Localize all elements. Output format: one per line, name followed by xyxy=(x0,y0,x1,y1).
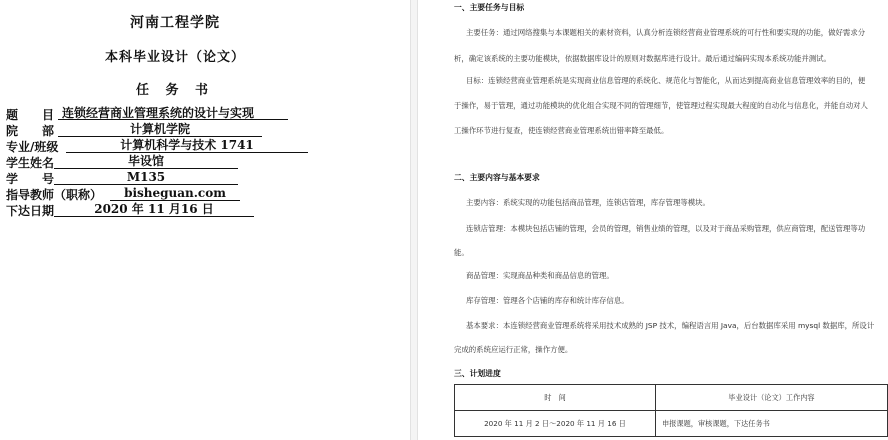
school-name: 河南工程学院 xyxy=(130,15,220,31)
paragraph-line: 完成的系统应运行正常，操作方便。 xyxy=(454,345,573,354)
document-subtitle: 本科毕业设计（论文） xyxy=(104,50,245,65)
cover-page xyxy=(0,0,410,440)
field-value: 2020 年 11 月16 日 xyxy=(54,202,254,217)
paragraph-line: 连锁店管理：本模块包括店铺的管理，会员的管理，销售业绩的管理，以及对于商品采购管理，供应商管理，配送管理等功 xyxy=(466,224,866,233)
page-divider xyxy=(410,0,418,440)
field-label: 院 部 xyxy=(6,124,55,138)
table-cell-work: 申报课题，审核课题，下达任务书 xyxy=(656,411,888,437)
table-header-time: 时 间 xyxy=(455,385,656,411)
paragraph-line: 基本要求：本连锁经营商业管理系统将采用技术成熟的 JSP 技术，编程语言用 Java，后台数据库采用 mysql 数据库，所设计 xyxy=(466,321,875,330)
field-label: 指导教师（职称） xyxy=(6,188,103,202)
paragraph-line: 于操作，易于管理，通过功能模块的优化组合实现不同的管理细节，使管理过程实现最大程度的自动化与信息化，并能自动对人 xyxy=(454,101,868,110)
paragraph-line: 能。 xyxy=(454,248,469,257)
field-label: 学 号 xyxy=(6,172,55,186)
paragraph-line: 目标：连锁经营商业管理系统是实现商业信息管理的系统化、规范化与智能化，从而达到提高商业信息管理效率的目的，便 xyxy=(466,76,866,85)
field-value: M135 xyxy=(54,170,238,185)
schedule-table xyxy=(454,384,888,437)
section-heading-tasks: 一、主要任务与目标 xyxy=(454,3,525,12)
section-heading-schedule: 三、计划进度 xyxy=(454,369,501,378)
section-heading-content: 二、主要内容与基本要求 xyxy=(454,173,540,182)
table-header-work: 毕业设计（论文）工作内容 xyxy=(656,385,888,411)
paragraph-line: 主要任务：通过网络搜集与本课题相关的素材资料，认真分析连锁经营商业管理系统的可行性和要实现的功能，做好需求分 xyxy=(466,28,866,37)
paragraph-line: 工操作环节进行复查，使连锁经营商业管理系统出错率降至最低。 xyxy=(454,126,669,135)
field-value: 连锁经营商业管理系统的设计与实现 xyxy=(58,106,288,120)
field-value: 计算机学院 xyxy=(58,122,262,137)
field-value: bisheguan.com xyxy=(110,186,240,201)
field-value: 毕设馆 xyxy=(54,154,238,169)
field-label: 专业/班级 xyxy=(6,140,59,154)
task-content-page xyxy=(418,0,888,440)
table-cell-time: 2020 年 11 月 2 日～2020 年 11 月 16 日 xyxy=(455,411,656,437)
paragraph-line: 主要内容：系统实现的功能包括商品管理，连锁店管理，库存管理等模块。 xyxy=(466,198,710,207)
paragraph-line: 库存管理：管理各个店铺的库存和统计库存信息。 xyxy=(466,296,629,305)
table-header-row xyxy=(455,385,888,411)
field-label: 学生姓名 xyxy=(6,156,55,170)
field-label: 题 目 xyxy=(6,108,55,122)
task-book-title: 任 务 书 xyxy=(135,83,215,98)
paragraph-line: 商品管理：实现商品种类和商品信息的管理。 xyxy=(466,271,614,280)
field-label: 下达日期 xyxy=(6,204,55,218)
field-value: 计算机科学与技术 1741 xyxy=(66,138,308,153)
paragraph-line: 析，确定该系统的主要功能模块，依据数据库设计的原则对数据库进行设计。最后通过编码实现本系统功能并测试。 xyxy=(454,54,831,63)
table-row xyxy=(455,411,888,437)
